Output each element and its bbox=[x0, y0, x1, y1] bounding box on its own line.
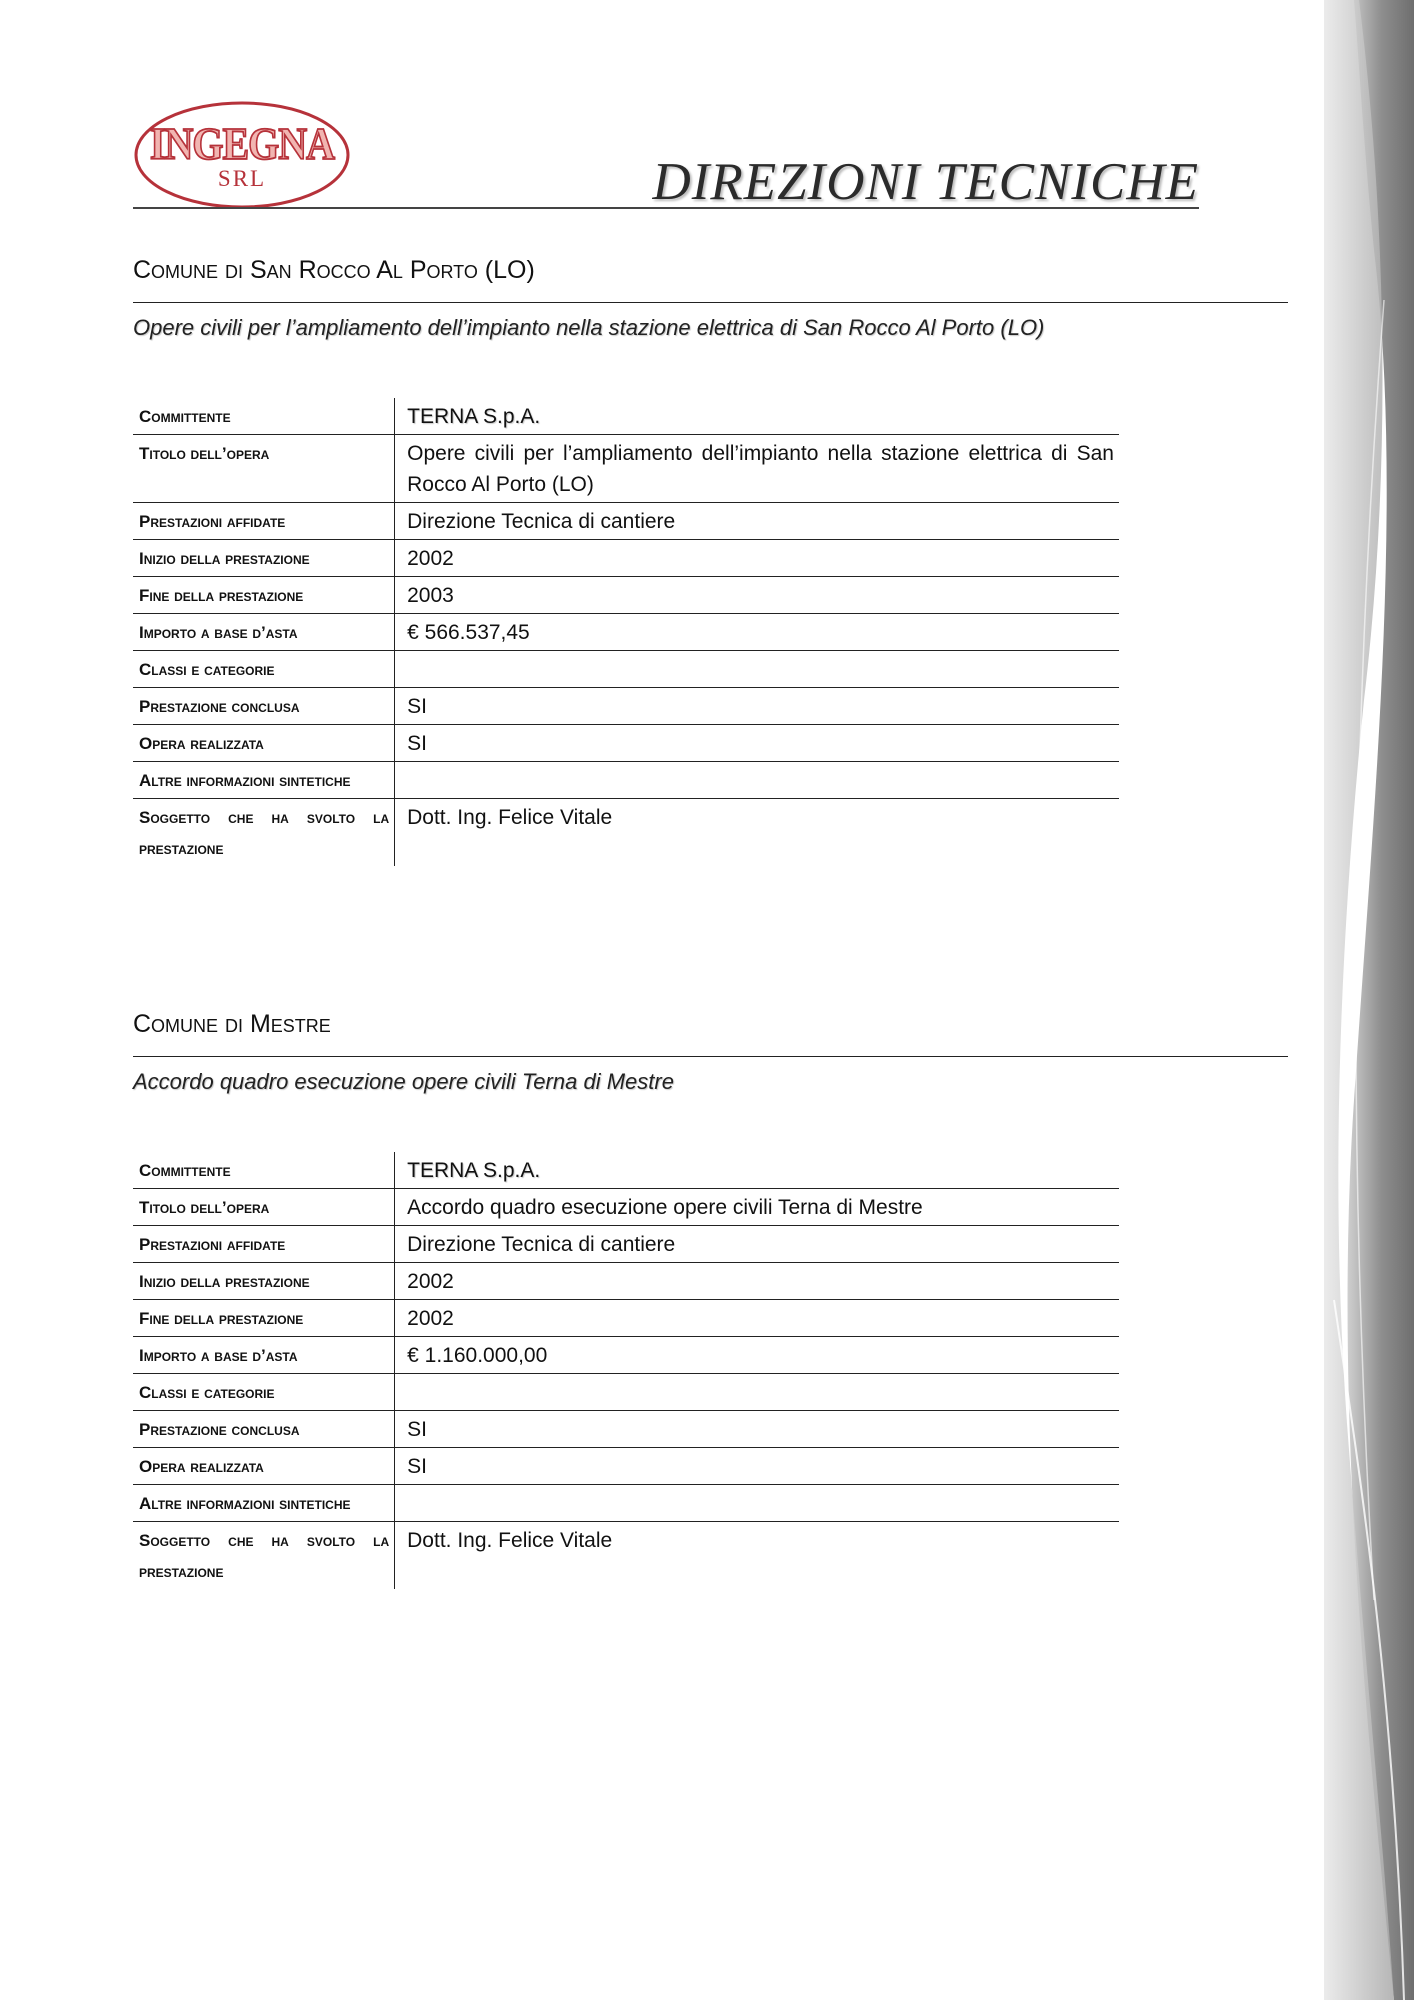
field-value: 2002 bbox=[407, 547, 454, 570]
table-row bbox=[133, 614, 1119, 651]
field-label: Altre informazioni sintetiche bbox=[133, 762, 395, 799]
table-row bbox=[133, 1411, 1119, 1448]
field-label: Fine della prestazione bbox=[133, 1300, 395, 1337]
table-row bbox=[133, 1300, 1119, 1337]
field-label: Soggetto che ha svolto la prestazione bbox=[133, 799, 395, 867]
field-value: 2002 bbox=[407, 1270, 454, 1293]
field-label: Prestazione conclusa bbox=[133, 1411, 395, 1448]
field-label: Committente bbox=[133, 398, 395, 435]
field-value: TERNA S.p.A. bbox=[407, 1159, 541, 1182]
field-label: Soggetto che ha svolto la prestazione bbox=[133, 1522, 395, 1590]
field-label: Importo a base d’asta bbox=[133, 614, 395, 651]
header-divider bbox=[133, 207, 1199, 209]
section-divider bbox=[133, 302, 1288, 303]
section-subtitle: Accordo quadro esecuzione opere civili Terna di Mestre bbox=[133, 1069, 674, 1094]
field-value: € 1.160.000,00 bbox=[407, 1344, 548, 1367]
table-row bbox=[133, 540, 1119, 577]
field-label: Prestazioni affidate bbox=[133, 503, 395, 540]
field-value bbox=[395, 651, 1119, 688]
field-label: Prestazioni affidate bbox=[133, 1226, 395, 1263]
field-value: Direzione Tecnica di cantiere bbox=[407, 1233, 676, 1256]
field-label: Importo a base d’asta bbox=[133, 1337, 395, 1374]
field-label: Prestazione conclusa bbox=[133, 688, 395, 725]
logo-subtitle: SRL bbox=[217, 166, 267, 191]
section-title: Comune di Mestre bbox=[133, 1010, 331, 1038]
table-row bbox=[133, 435, 1119, 503]
field-label: Inizio della prestazione bbox=[133, 540, 395, 577]
section-divider bbox=[133, 1056, 1288, 1057]
table-row bbox=[133, 651, 1119, 688]
field-value: Dott. Ing. Felice Vitale bbox=[407, 1529, 613, 1552]
project-info-table bbox=[133, 398, 1119, 866]
field-value bbox=[395, 1485, 1119, 1522]
field-value: Dott. Ing. Felice Vitale bbox=[407, 806, 613, 829]
field-value: SI bbox=[407, 695, 427, 718]
table-row bbox=[133, 762, 1119, 799]
table-row bbox=[133, 1337, 1119, 1374]
field-label: Classi e categorie bbox=[133, 1374, 395, 1411]
field-value: SI bbox=[407, 732, 427, 755]
field-label: Inizio della prestazione bbox=[133, 1263, 395, 1300]
company-logo bbox=[133, 100, 351, 210]
field-label: Titolo dell’opera bbox=[133, 1189, 395, 1226]
field-value: Direzione Tecnica di cantiere bbox=[407, 510, 676, 533]
field-value: TERNA S.p.A. bbox=[407, 405, 541, 428]
field-label: Altre informazioni sintetiche bbox=[133, 1485, 395, 1522]
table-row bbox=[133, 1522, 1119, 1590]
field-value: SI bbox=[407, 1418, 427, 1441]
field-value: SI bbox=[407, 1455, 427, 1478]
section-subtitle: Opere civili per l’ampliamento dell’impianto nella stazione elettrica di San Rocco Al Porto (LO) bbox=[133, 315, 1045, 340]
table-row bbox=[133, 1152, 1119, 1189]
field-value bbox=[395, 1374, 1119, 1411]
field-value: Opere civili per l’ampliamento dell’impianto nella stazione elettrica di San Rocco Al Porto (LO) bbox=[407, 442, 1114, 496]
table-row bbox=[133, 1263, 1119, 1300]
field-label: Opera realizzata bbox=[133, 1448, 395, 1485]
field-label: Classi e categorie bbox=[133, 651, 395, 688]
field-value bbox=[395, 762, 1119, 799]
field-label: Opera realizzata bbox=[133, 725, 395, 762]
project-section bbox=[133, 1010, 1288, 1581]
table-row bbox=[133, 398, 1119, 435]
field-label: Titolo dell’opera bbox=[133, 435, 395, 503]
field-label: Fine della prestazione bbox=[133, 577, 395, 614]
table-row bbox=[133, 1189, 1119, 1226]
project-section bbox=[133, 256, 1288, 858]
table-row bbox=[133, 799, 1119, 867]
field-value: Accordo quadro esecuzione opere civili Terna di Mestre bbox=[407, 1196, 923, 1219]
decorative-side-band bbox=[1324, 0, 1414, 2000]
field-value: € 566.537,45 bbox=[407, 621, 530, 644]
table-row bbox=[133, 725, 1119, 762]
field-value: 2002 bbox=[407, 1307, 454, 1330]
table-row bbox=[133, 1374, 1119, 1411]
table-row bbox=[133, 1448, 1119, 1485]
table-row bbox=[133, 577, 1119, 614]
section-title: Comune di San Rocco Al Porto (LO) bbox=[133, 256, 535, 284]
table-row bbox=[133, 688, 1119, 725]
field-value: 2003 bbox=[407, 584, 454, 607]
logo-wordmark: INGEGNA bbox=[149, 117, 335, 170]
field-label: Committente bbox=[133, 1152, 395, 1189]
table-row bbox=[133, 1485, 1119, 1522]
table-row bbox=[133, 503, 1119, 540]
project-info-table bbox=[133, 1152, 1119, 1589]
table-row bbox=[133, 1226, 1119, 1263]
page-title: DIREZIONI TECNICHE bbox=[652, 153, 1199, 211]
